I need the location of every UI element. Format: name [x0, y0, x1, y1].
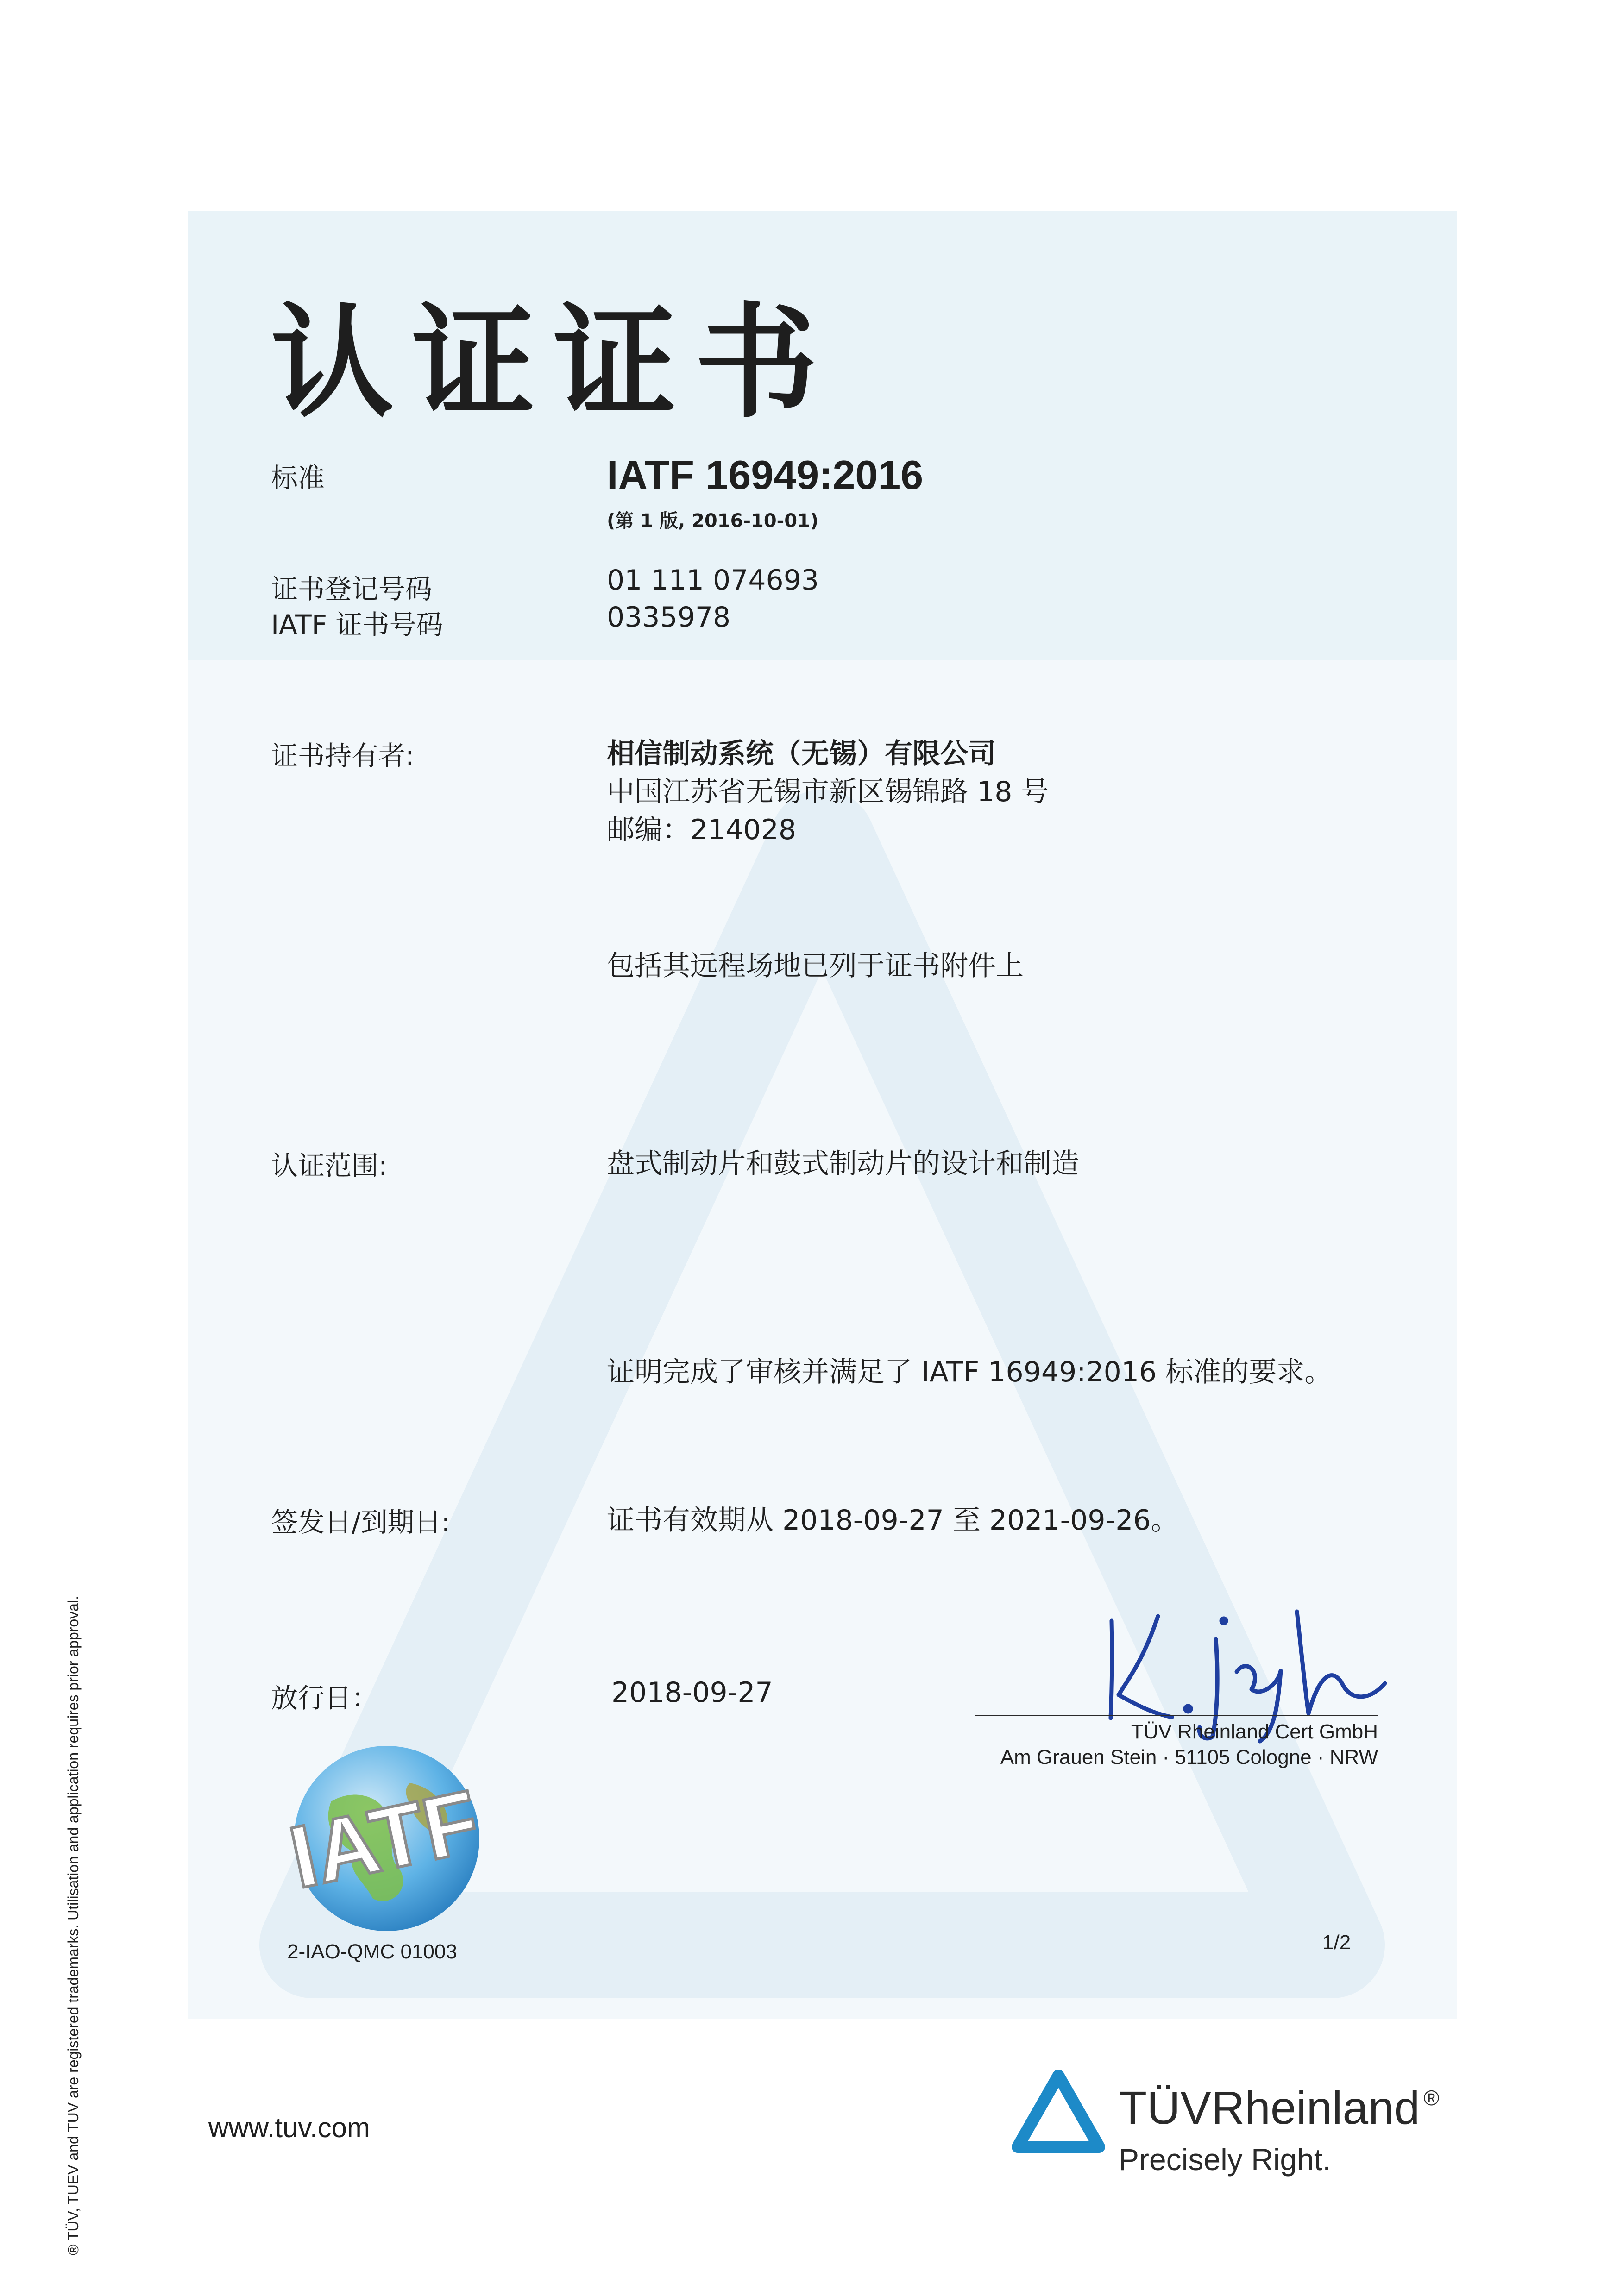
- standard-label: 标准: [271, 462, 325, 494]
- tuv-triangle-logo-icon: [1012, 2070, 1105, 2153]
- holder-address: 中国江苏省无锡市新区锡锦路 18 号: [607, 776, 1049, 808]
- iatf-number-value: 0335978: [607, 601, 731, 634]
- attestation-text: 证明完成了审核并满足了 IATF 16949:2016 标准的要求。: [607, 1356, 1333, 1388]
- standard-name: IATF 16949:2016: [607, 452, 924, 498]
- tuv-slogan: Precisely Right.: [1119, 2142, 1331, 2177]
- holder-postcode: 邮编：214028: [607, 814, 797, 846]
- scope-value: 盘式制动片和鼓式制动片的设计和制造: [607, 1148, 1079, 1180]
- page-number: 1/2: [1322, 1931, 1351, 1954]
- holder-label: 证书持有者:: [271, 740, 415, 772]
- holder-company: 相信制动系统（无锡）有限公司: [607, 738, 996, 770]
- website-link[interactable]: www.tuv.com: [208, 2112, 370, 2143]
- registration-label: 证书登记号码: [271, 573, 433, 605]
- tuv-brand-text: TÜVRheinland: [1119, 2082, 1420, 2134]
- signatory-address: Am Grauen Stein · 51105 Cologne · NRW: [1000, 1746, 1378, 1769]
- signature-line: [975, 1715, 1378, 1716]
- iatf-logo-code: 2-IAO-QMC 01003: [287, 1940, 457, 1963]
- iatf-logo-text: IATF: [282, 1771, 487, 1907]
- release-label: 放行日：: [271, 1682, 379, 1714]
- trademark-side-note: ® TÜV, TUEV and TUV are registered trademarks. Utilisation and application requires prior approval.: [65, 1596, 82, 2255]
- validity-label: 签发日/到期日:: [271, 1506, 451, 1538]
- iatf-number-label: IATF 证书号码: [271, 609, 443, 640]
- remote-sites-note: 包括其远程场地已列于证书附件上: [607, 950, 1024, 982]
- certificate-title: 认证证书: [271, 290, 836, 434]
- scope-label: 认证范围:: [271, 1150, 388, 1181]
- signatory-org: TÜV Rheinland Cert GmbH: [1131, 1720, 1378, 1743]
- release-date: 2018-09-27: [611, 1676, 773, 1709]
- registration-value: 01 111 074693: [607, 564, 819, 596]
- standard-edition: (第 1 版, 2016-10-01): [607, 510, 819, 532]
- registered-mark: ®: [1423, 2086, 1440, 2110]
- tuv-brand-name: [1119, 2082, 1439, 2135]
- iatf-globe-logo-icon: [262, 1732, 493, 1945]
- validity-value: 证书有效期从 2018-09-27 至 2021-09-26。: [607, 1504, 1179, 1537]
